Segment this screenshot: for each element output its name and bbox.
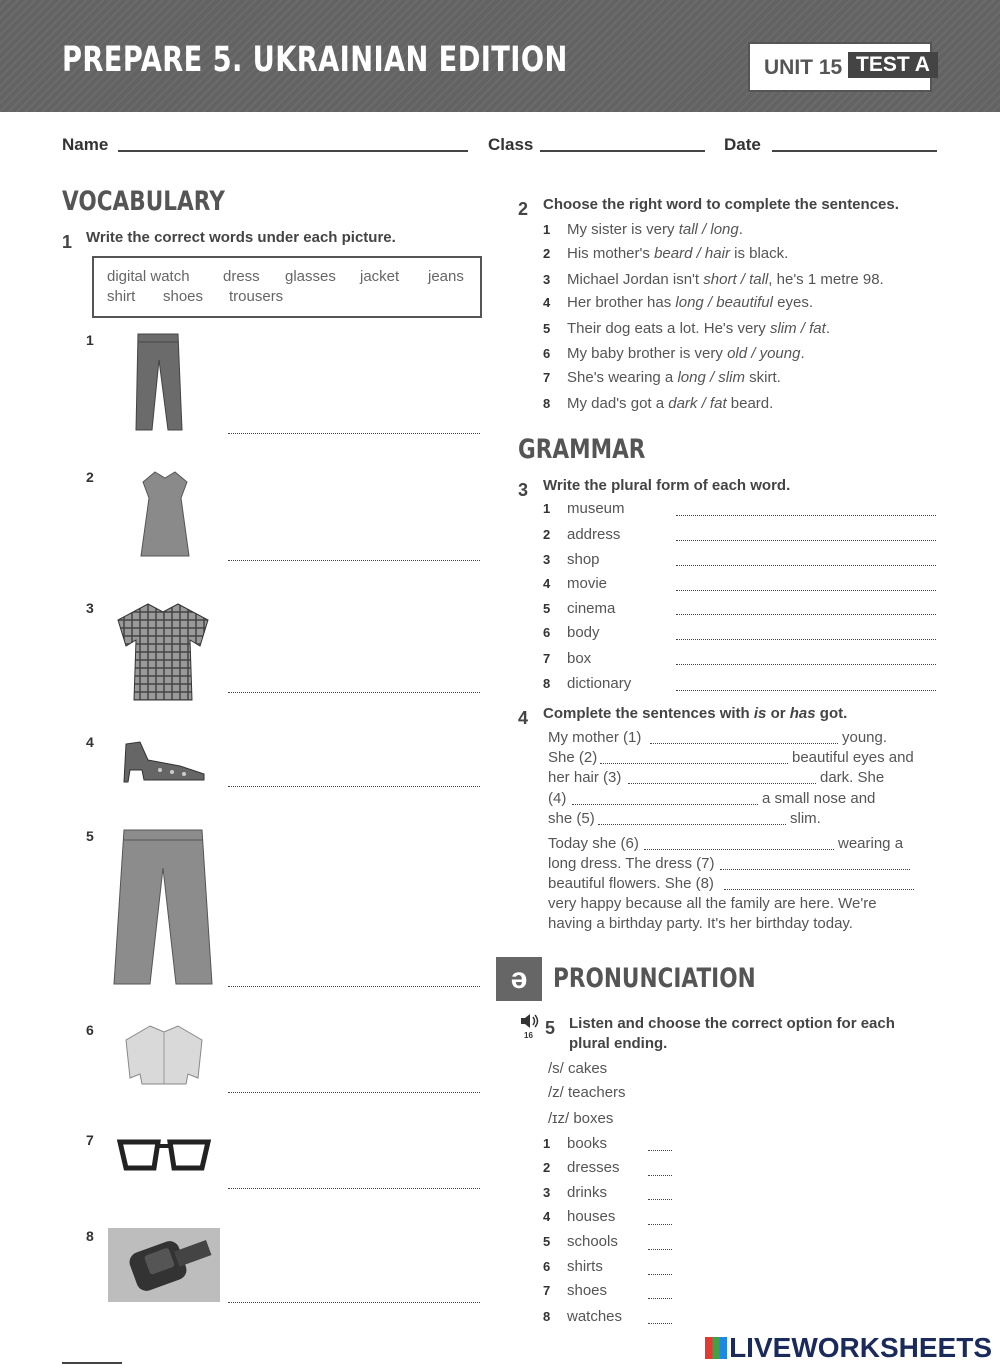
- word-glasses: glasses: [285, 268, 336, 285]
- answer-line-8[interactable]: [228, 1302, 480, 1303]
- q3-instruction: Write the plural form of each word.: [543, 477, 791, 494]
- liveworksheets-logo: LIVEWORKSHEETS: [705, 1332, 992, 1364]
- q1-number: 1: [62, 232, 73, 252]
- word-shoes: shoes: [163, 288, 204, 305]
- q5-answer-5[interactable]: [648, 1249, 672, 1250]
- date-field[interactable]: [772, 150, 937, 152]
- name-field[interactable]: [118, 150, 468, 152]
- q2-item: 3 Michael Jordan isn't short / tall, he's 1 metre 98.: [543, 271, 884, 288]
- word-digital-watch: digital watch: [107, 268, 190, 285]
- page-title: PREPARE 5. UKRAINIAN EDITION: [62, 40, 568, 80]
- choice-options[interactable]: dark / fat: [668, 395, 727, 412]
- q5-item: 1 books: [543, 1135, 608, 1152]
- shoe-image: [120, 736, 210, 786]
- q4-number: 4: [518, 708, 529, 728]
- q4-text: dark. She: [820, 769, 885, 786]
- footer-rule: [62, 1362, 122, 1364]
- answer-line-7[interactable]: [228, 1188, 480, 1189]
- choice-options[interactable]: old / young: [727, 345, 801, 362]
- q4-blank-8[interactable]: [724, 889, 914, 890]
- q4-text: a small nose and: [762, 790, 876, 807]
- q4-text: My mother (1): [548, 729, 642, 746]
- date-label: Date: [724, 135, 761, 154]
- word-box: [92, 256, 482, 318]
- q2-item: 5 Their dog eats a lot. He's very slim / fat.: [543, 320, 830, 337]
- q4-text: young.: [842, 729, 888, 746]
- q3-answer-1[interactable]: [676, 515, 936, 516]
- word-jeans: jeans: [428, 268, 464, 285]
- q5-answer-2[interactable]: [648, 1175, 672, 1176]
- answer-line-5[interactable]: [228, 986, 480, 987]
- q4-text: Today she (6): [548, 835, 639, 852]
- q3-item: 3 shop: [543, 551, 600, 568]
- word-dress: dress: [223, 268, 260, 285]
- q4-blank-6[interactable]: [644, 849, 834, 850]
- q4-blank-3[interactable]: [628, 783, 816, 784]
- q4-text: long dress. The dress (7): [548, 855, 715, 872]
- item-number: 7: [86, 1132, 94, 1148]
- q3-item: 2 address: [543, 526, 621, 543]
- q3-answer-3[interactable]: [676, 565, 936, 566]
- q4-blank-5[interactable]: [598, 824, 786, 825]
- item-number: 2: [86, 469, 94, 485]
- q2-item: 7 She's wearing a long / slim skirt.: [543, 369, 781, 386]
- class-label: Class: [488, 135, 534, 154]
- glasses-image: [116, 1136, 212, 1176]
- shirt-image: [112, 600, 214, 704]
- q3-answer-5[interactable]: [676, 614, 936, 615]
- jeans-image: [130, 330, 190, 435]
- item-number: 3: [86, 600, 94, 616]
- q2-item: 8 My dad's got a dark / fat beard.: [543, 395, 774, 412]
- q3-item: 5 cinema: [543, 600, 616, 617]
- choice-options[interactable]: beard / hair: [654, 245, 730, 262]
- choice-options[interactable]: tall / long: [678, 221, 739, 238]
- item-number: 1: [86, 332, 94, 348]
- speaker-icon[interactable]: [519, 1012, 541, 1030]
- class-field[interactable]: [540, 150, 705, 152]
- q4-blank-2[interactable]: [600, 763, 788, 764]
- q5-instruction-2: plural ending.: [569, 1035, 668, 1052]
- q5-item: 2 dresses: [543, 1159, 620, 1176]
- word-trousers: trousers: [229, 288, 284, 305]
- digital-watch-image: [108, 1228, 220, 1302]
- q5-item: 4 houses: [543, 1208, 616, 1225]
- q5-instruction: Listen and choose the correct option for each: [569, 1015, 895, 1032]
- audio-track-number: 16: [524, 1031, 533, 1040]
- q2-instruction: Choose the right word to complete the sentences.: [543, 196, 899, 213]
- q2-item: 6 My baby brother is very old / young.: [543, 345, 805, 362]
- q5-item: 8 watches: [543, 1308, 623, 1325]
- q5-item: 7 shoes: [543, 1282, 608, 1299]
- q4-text: having a birthday party. It's her birthday today.: [548, 915, 853, 932]
- q1-instruction: Write the correct words under each picture.: [86, 229, 396, 246]
- choice-options[interactable]: short / tall: [703, 271, 769, 288]
- q4-text: beautiful flowers. She (8): [548, 875, 714, 892]
- pronunciation-heading: PRONUNCIATION: [553, 963, 756, 994]
- q3-answer-8[interactable]: [676, 690, 936, 691]
- q3-item: 6 body: [543, 624, 600, 641]
- name-label: Name: [62, 135, 109, 154]
- q5-answer-6[interactable]: [648, 1274, 672, 1275]
- answer-line-3[interactable]: [228, 692, 480, 693]
- q3-answer-2[interactable]: [676, 540, 936, 541]
- q4-text: wearing a: [838, 835, 904, 852]
- answer-line-1[interactable]: [228, 433, 480, 434]
- trousers-image: [110, 828, 216, 988]
- vocabulary-heading: VOCABULARY: [62, 186, 225, 217]
- q4-blank-1[interactable]: [650, 743, 838, 744]
- q4-text: She (2): [548, 749, 598, 766]
- q4-instruction: Complete the sentences with is or has got.: [543, 705, 848, 722]
- q4-text: her hair (3): [548, 769, 622, 786]
- word-shirt: shirt: [107, 288, 136, 305]
- q3-item: 1 museum: [543, 500, 625, 517]
- q5-answer-3[interactable]: [648, 1199, 672, 1200]
- q5-answer-1[interactable]: [648, 1150, 672, 1151]
- option-s: /s/ cakes: [548, 1060, 608, 1077]
- q3-item: 4 movie: [543, 575, 608, 592]
- q3-answer-7[interactable]: [676, 664, 936, 665]
- q4-text: slim.: [790, 810, 821, 827]
- answer-line-4[interactable]: [228, 786, 480, 787]
- word-jacket: jacket: [360, 268, 400, 285]
- item-number: 6: [86, 1022, 94, 1038]
- choice-options[interactable]: slim / fat: [769, 320, 826, 337]
- q2-item: 1 My sister is very tall / long.: [543, 221, 743, 238]
- q4-text: she (5): [548, 810, 595, 827]
- q3-answer-4[interactable]: [676, 590, 936, 591]
- q3-answer-6[interactable]: [676, 639, 936, 640]
- item-number: 8: [86, 1228, 94, 1244]
- q4-blank-4[interactable]: [572, 804, 758, 805]
- q5-number: 5: [545, 1018, 556, 1038]
- q5-item: 5 schools: [543, 1233, 618, 1250]
- schwa-icon: ə: [496, 957, 542, 1001]
- choice-options[interactable]: long / slim: [677, 369, 745, 386]
- unit-label: UNIT 15: [764, 56, 843, 79]
- q4-text: (4): [548, 790, 567, 807]
- q5-answer-4[interactable]: [648, 1224, 672, 1225]
- q2-item: 2 His mother's beard / hair is black.: [543, 245, 789, 262]
- q2-item: 4 Her brother has long / beautiful eyes.: [543, 294, 813, 311]
- q2-number: 2: [518, 199, 529, 219]
- q4-text: very happy because all the family are here. We're: [548, 895, 877, 912]
- item-number: 5: [86, 828, 94, 844]
- logo-icon: [705, 1337, 727, 1359]
- q4-text: beautiful eyes and: [792, 749, 914, 766]
- grammar-heading: GRAMMAR: [518, 434, 646, 465]
- answer-line-6[interactable]: [228, 1092, 480, 1093]
- q3-item: 7 box: [543, 650, 592, 667]
- answer-line-2[interactable]: [228, 560, 480, 561]
- q3-number: 3: [518, 480, 529, 500]
- q5-answer-8[interactable]: [648, 1323, 672, 1324]
- option-iz: /ɪz/ boxes: [548, 1110, 614, 1127]
- q4-blank-7[interactable]: [720, 869, 910, 870]
- option-z: /z/ teachers: [548, 1084, 626, 1101]
- q3-item: 8 dictionary: [543, 675, 632, 692]
- q5-item: 6 shirts: [543, 1258, 603, 1275]
- jacket-image: [122, 1022, 206, 1086]
- choice-options[interactable]: long / beautiful: [675, 294, 773, 311]
- dress-image: [135, 468, 195, 560]
- q5-item: 3 drinks: [543, 1184, 608, 1201]
- q5-answer-7[interactable]: [648, 1298, 672, 1299]
- test-label: TEST A: [848, 52, 938, 78]
- item-number: 4: [86, 734, 94, 750]
